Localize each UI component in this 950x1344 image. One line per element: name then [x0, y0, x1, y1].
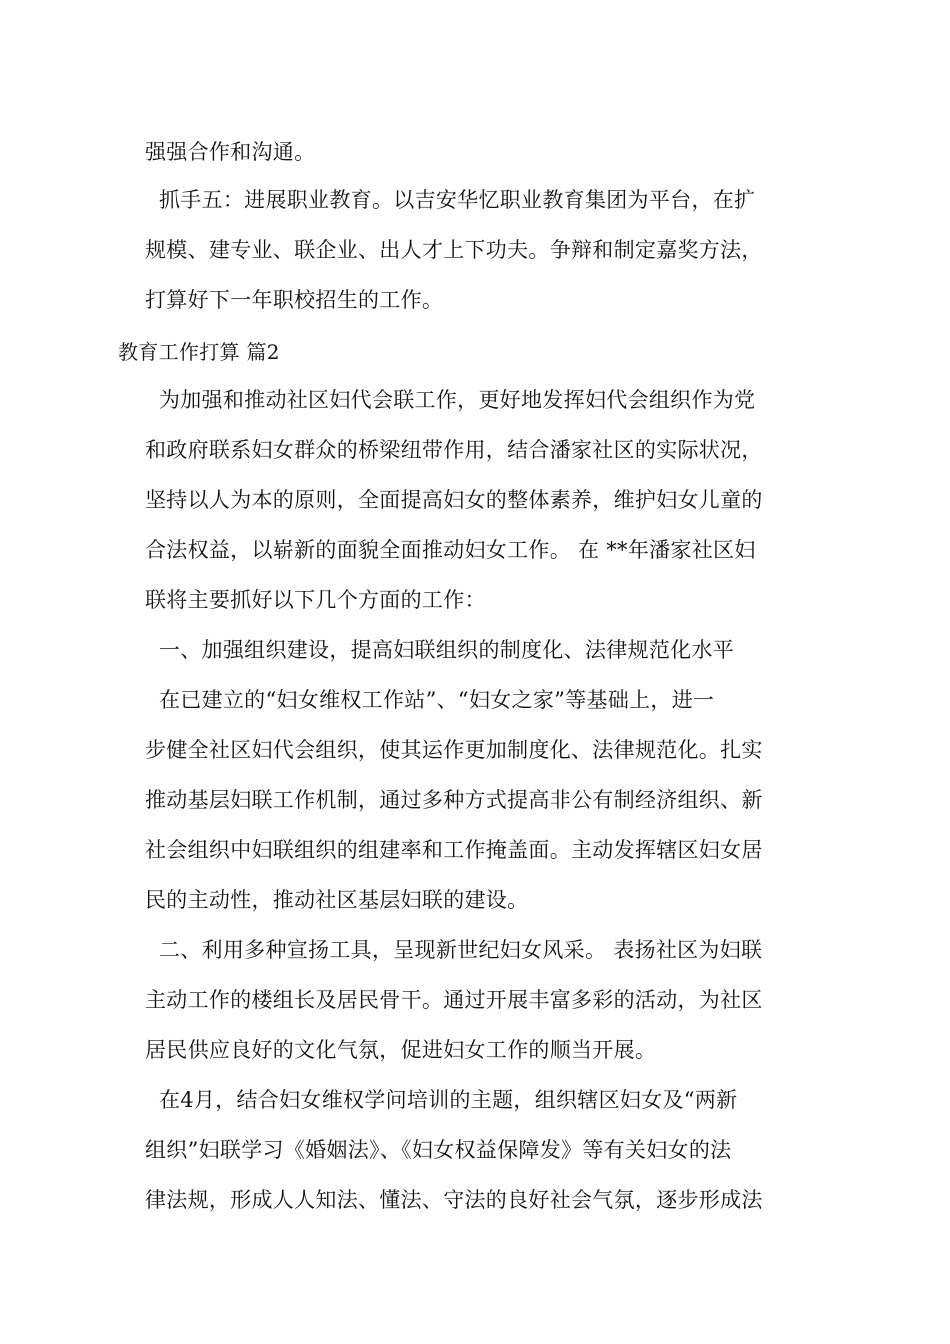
- text-line: 主动工作的楼组长及居民骨干。通过开展丰富多彩的活动，为社区: [145, 988, 763, 1012]
- text-line: 律法规，形成人人知法、懂法、守法的良好社会气氛，逐步形成法: [145, 1188, 763, 1212]
- text-line: 为加强和推动社区妇代会联工作，更好地发挥妇代会组织作为党: [145, 388, 756, 412]
- text-line: 坚持以人为本的原则，全面提高妇女的整体素养，维护妇女儿童的: [145, 488, 763, 512]
- text-line: 组织”妇联学习《婚姻法》、《妇女权益保障发》等有关妇女的法: [145, 1138, 732, 1162]
- text-line: 二、利用多种宣扬工具，呈现新世纪妇女风采。 表扬社区为妇联: [145, 938, 763, 962]
- text-line: 一、加强组织建设，提高妇联组织的制度化、法律规范化水平: [145, 638, 735, 662]
- text-line: 步健全社区妇代会组织，使其运作更加制度化、法律规范化。扎实: [145, 738, 763, 762]
- text-line: 推动基层妇联工作机制，通过多种方式提高非公有制经济组织、新: [145, 788, 763, 812]
- text-line: 在已建立的“妇女维权工作站”、“妇女之家”等基础上，进一: [145, 688, 715, 712]
- text-line: 规模、建专业、联企业、出人才上下功夫。争辩和制定嘉奖方法，: [145, 238, 763, 262]
- text-line: 社会组织中妇联组织的组建率和工作掩盖面。主动发挥辖区妇女居: [145, 838, 763, 862]
- text-line: 居民供应良好的文化气氛，促进妇女工作的顺当开展。: [145, 1038, 657, 1062]
- text-line: 抓手五：进展职业教育。以吉安华忆职业教育集团为平台，在扩: [145, 188, 756, 212]
- text-line: 强强合作和沟通。: [145, 140, 316, 164]
- text-line: 合法权益，以崭新的面貌全面推动妇女工作。 在 **年潘家社区妇: [145, 538, 756, 562]
- text-line: 民的主动性，推动社区基层妇联的建设。: [145, 888, 529, 912]
- section-heading: 教育工作打算 篇2: [118, 340, 280, 364]
- text-line: 打算好下一年职校招生的工作。: [145, 288, 444, 312]
- text-line: 在4月，结合妇女维权学问培训的主题，组织辖区妇女及“两新: [145, 1088, 738, 1112]
- text-line: 联将主要抓好以下几个方面的工作：: [145, 588, 486, 612]
- text-line: 和政府联系妇女群众的桥梁纽带作用，结合潘家社区的实际状况，: [145, 438, 763, 462]
